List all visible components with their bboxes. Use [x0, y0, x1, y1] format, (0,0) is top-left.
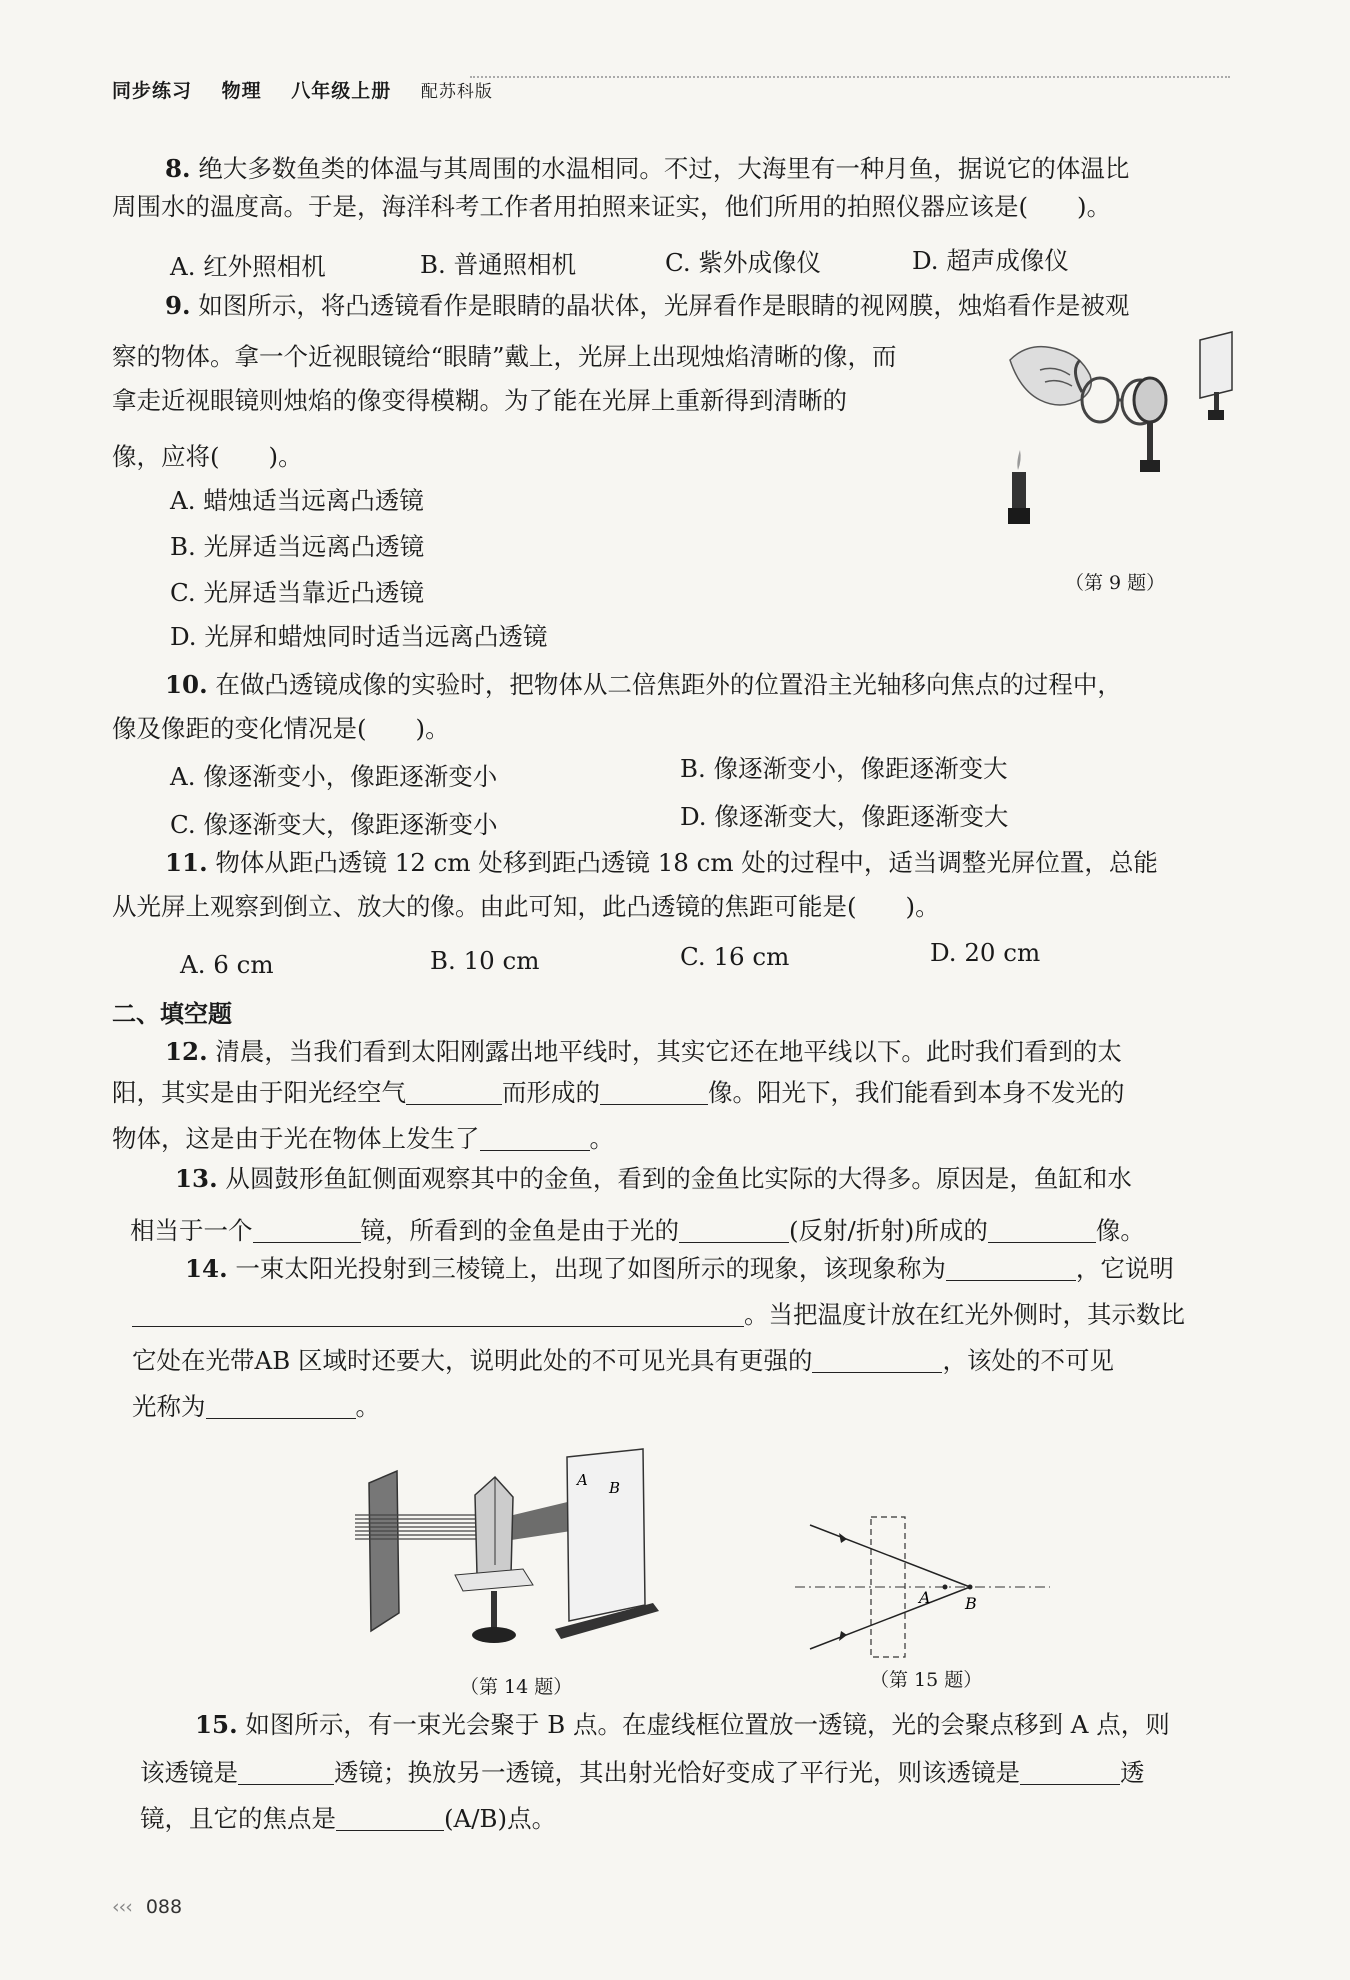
q11-line-2: 从光屏上观察到倒立、放大的像。由此可知，此凸透镜的焦距可能是( )。	[112, 892, 940, 921]
q11-line-1: 11. 物体从距凸透镜 12 cm 处移到距凸透镜 18 cm 处的过程中，适当调整光屏位置，总能	[165, 848, 1158, 877]
q15-line-1: 15. 如图所示，有一束光会聚于 B 点。在虚线框位置放一透镜，光的会聚点移到 A 点，则	[195, 1710, 1170, 1739]
point-b	[968, 1585, 973, 1590]
prism-icon	[455, 1477, 533, 1643]
q15-figure	[795, 1505, 1055, 1670]
q9-line-1: 9. 如图所示，将凸透镜看作是眼睛的晶状体，光屏看作是眼睛的视网膜，烛焰看作是被观	[165, 291, 1130, 320]
back-arrows-icon: ‹‹‹	[112, 1896, 132, 1918]
q14-caption: （第 14 题）	[460, 1676, 573, 1698]
q9-caption: （第 9 题）	[1065, 572, 1166, 594]
light-beam-icon	[355, 1515, 495, 1539]
page-number: 088	[145, 1896, 183, 1918]
edition-label: 配苏科版	[420, 82, 493, 102]
lower-arrow-icon	[839, 1631, 847, 1641]
q15-blank-2[interactable]	[1020, 1760, 1120, 1785]
q8-option-d[interactable]: D. 超声成像仪	[912, 246, 1069, 275]
q12-line-2: 阳，其实是由于阳光经空气 而形成的 像。阳光下，我们能看到本身不发光的	[112, 1078, 1125, 1107]
q8-option-b[interactable]: B. 普通照相机	[420, 250, 577, 279]
q9-line-2: 察的物体。拿一个近视眼镜给“眼睛”戴上，光屏上出现烛焰清晰的像，而	[112, 342, 897, 371]
q12-blank-1[interactable]	[406, 1080, 502, 1105]
grade-label: 八年级上册	[291, 80, 392, 102]
hand-icon	[1010, 347, 1091, 405]
q14-label-a: A	[577, 1471, 588, 1489]
q8-option-c[interactable]: C. 紫外成像仪	[665, 248, 821, 277]
q10-line-2: 像及像距的变化情况是( )。	[112, 714, 450, 743]
q12-line-1: 12. 清晨，当我们看到太阳刚露出地平线时，其实它还在地平线以下。此时我们看到的太	[165, 1037, 1122, 1066]
q9-figure	[1000, 330, 1240, 560]
section-fill-in-title: 二、填空题	[112, 1000, 232, 1028]
q14-number: 14.	[185, 1254, 228, 1283]
candle-icon	[1008, 450, 1030, 524]
point-a	[943, 1585, 948, 1590]
q13-blank-1[interactable]	[253, 1218, 361, 1243]
q15-caption: （第 15 题）	[870, 1669, 983, 1691]
q12-line-3: 物体，这是由于光在物体上发生了 。	[112, 1124, 614, 1153]
q14-line-3: 它处在光带AB 区域时还要大，说明此处的不可见光具有更强的 ，该处的不可见	[132, 1346, 1114, 1375]
q15-blank-3[interactable]	[336, 1806, 444, 1831]
q15-line-2: 该透镜是 透镜；换放另一透镜，其出射光恰好变成了平行光，则该透镜是 透	[140, 1758, 1145, 1787]
q9-option-b[interactable]: B. 光屏适当远离凸透镜	[170, 532, 425, 561]
q10-option-d[interactable]: D. 像逐渐变大，像距逐渐变大	[680, 802, 1009, 831]
q14-line-2: 。当把温度计放在红光外侧时，其示数比	[132, 1298, 1185, 1332]
q10-option-c[interactable]: C. 像逐渐变大，像距逐渐变小	[170, 810, 498, 839]
lower-ray	[810, 1587, 970, 1649]
page-footer	[112, 1896, 182, 1918]
q14-blank-3[interactable]	[812, 1348, 942, 1373]
q11-option-a[interactable]: A. 6 cm	[180, 950, 274, 979]
q14-blank-1[interactable]	[946, 1256, 1076, 1281]
q10-number: 10.	[165, 670, 208, 699]
upper-ray	[810, 1525, 970, 1587]
q13-line-1: 13. 从圆鼓形鱼缸侧面观察其中的金鱼，看到的金鱼比实际的大得多。原因是，鱼缸和水	[175, 1164, 1132, 1193]
upper-arrow-icon	[839, 1533, 847, 1543]
q14-line-1: 14. 一束太阳光投射到三棱镜上，出现了如图所示的现象，该现象称为 ，它说明	[185, 1254, 1174, 1283]
subject-label: 物理	[221, 80, 262, 102]
q14-blank-4[interactable]	[206, 1394, 356, 1419]
q9-number: 9.	[165, 291, 191, 320]
q14-line-4: 光称为 。	[132, 1392, 380, 1421]
q9-line-3: 拿走近视眼镜则烛焰的像变得模糊。为了能在光屏上重新得到清晰的	[112, 386, 847, 415]
book-title: 同步练习	[112, 80, 193, 102]
q9-option-a[interactable]: A. 蜡烛适当远离凸透镜	[170, 486, 424, 515]
q13-line-2: 相当于一个 镜，所看到的金鱼是由于光的 (反射/折射)所成的 像。	[130, 1216, 1145, 1245]
q11-option-c[interactable]: C. 16 cm	[680, 942, 790, 971]
q10-option-b[interactable]: B. 像逐渐变小，像距逐渐变大	[680, 754, 1008, 783]
q13-number: 13.	[175, 1164, 218, 1193]
q9-line-4: 像，应将( )。	[112, 442, 303, 471]
q15-blank-1[interactable]	[238, 1760, 334, 1785]
q15-label-b: B	[965, 1594, 977, 1613]
q15-line-3: 镜，且它的焦点是 (A/B)点。	[140, 1804, 557, 1833]
q8-line-1: 8. 绝大多数鱼类的体温与其周围的水温相同。不过，大海里有一种月鱼，据说它的体温比	[165, 154, 1130, 183]
q14-figure	[355, 1445, 675, 1655]
white-screen-icon	[555, 1449, 659, 1639]
q15-label-a: A	[919, 1588, 931, 1607]
q11-number: 11.	[165, 848, 208, 877]
q9-option-d[interactable]: D. 光屏和蜡烛同时适当远离凸透镜	[170, 622, 548, 651]
q10-line-1: 10. 在做凸透镜成像的实验时，把物体从二倍焦距外的位置沿主光轴移向焦点的过程中，	[165, 670, 1122, 699]
q10-option-a[interactable]: A. 像逐渐变小，像距逐渐变小	[170, 762, 498, 791]
q14-blank-2[interactable]	[132, 1302, 744, 1327]
q11-option-b[interactable]: B. 10 cm	[430, 946, 540, 975]
q15-number: 15.	[195, 1710, 238, 1739]
q13-blank-2[interactable]	[679, 1218, 789, 1243]
header-divider	[470, 76, 1230, 78]
q13-blank-3[interactable]	[988, 1218, 1096, 1243]
q8-line-2: 周围水的温度高。于是，海洋科考工作者用拍照来证实，他们所用的拍照仪器应该是( )。	[112, 192, 1112, 221]
q12-blank-2[interactable]	[600, 1080, 708, 1105]
q11-option-d[interactable]: D. 20 cm	[930, 938, 1041, 967]
q8-option-a[interactable]: A. 红外照相机	[170, 252, 326, 281]
page-header	[112, 76, 515, 103]
q9-option-c[interactable]: C. 光屏适当靠近凸透镜	[170, 578, 424, 607]
slit-board-icon	[369, 1471, 399, 1631]
q12-number: 12.	[165, 1037, 208, 1066]
screen-icon	[1200, 332, 1232, 420]
q14-label-b: B	[609, 1479, 621, 1497]
q12-blank-3[interactable]	[480, 1126, 590, 1151]
q8-number: 8.	[165, 154, 191, 183]
